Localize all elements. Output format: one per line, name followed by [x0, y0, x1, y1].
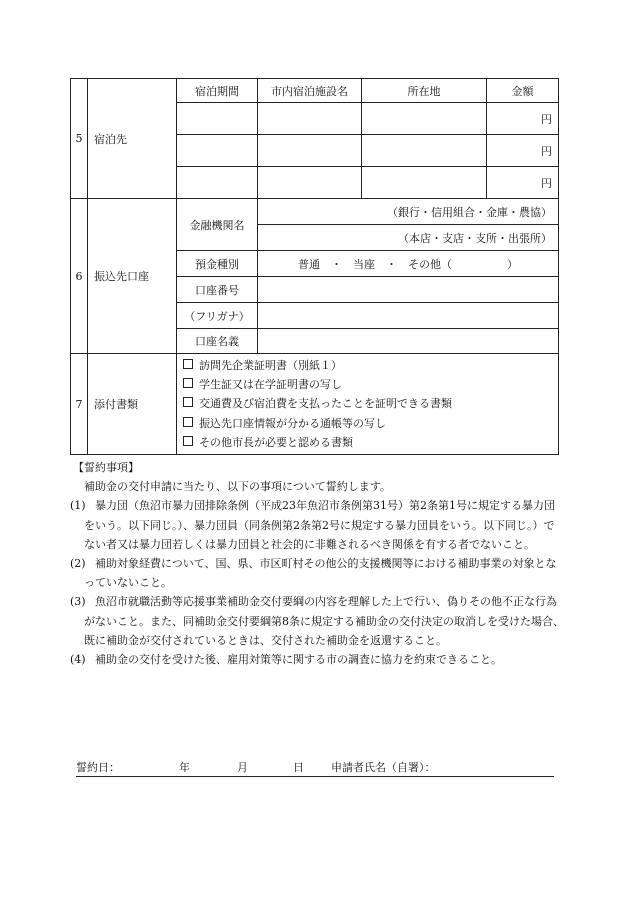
oath-section	[70, 458, 565, 669]
attachment-item: その他市長が必要と認める書類	[183, 433, 552, 452]
lodging-header-amount: 金額	[487, 79, 559, 103]
attachment-item: 交通費及び宿泊費を支払ったことを証明できる書類	[183, 394, 552, 413]
checkbox[interactable]	[183, 436, 193, 446]
lodging-header-address: 所在地	[362, 79, 487, 103]
branch-types-text: （本店・支店・支所・出張所）	[398, 231, 552, 245]
lodging-address-input[interactable]	[362, 167, 487, 199]
oath-item	[70, 592, 565, 650]
bank-branch-input[interactable]	[258, 225, 559, 251]
attachments-label: 添付書類	[88, 354, 177, 455]
lodging-header-period: 宿泊期間	[177, 79, 258, 103]
oath-title: 【誓約事項】	[73, 461, 139, 474]
applicant-name-label: 申請者氏名（自署）：	[331, 761, 436, 774]
account-number-input[interactable]	[258, 277, 559, 303]
bank-institution-row	[71, 199, 559, 225]
oath-item-text: 暴力団（魚沼市暴力団排除条例（平成23年魚沼市条例第31号）第2条第1号に規定する暴力団をいう。以下同じ。）、暴力団員（同条例第2条第2号に規定する暴力団員をいう。以下同じ。）でない者又は暴力団若しくは暴力団員と社会的に非難されるべき関係を有する者でないこと。	[84, 499, 555, 551]
checkbox[interactable]	[183, 359, 193, 369]
yen-unit: 円	[541, 176, 552, 190]
bank-institution-label: 金融機関名	[177, 199, 258, 251]
account-holder-input[interactable]	[258, 329, 559, 354]
lodging-amount-input[interactable]	[487, 167, 559, 199]
yen-unit: 円	[541, 144, 552, 158]
lodging-amount-input[interactable]	[487, 135, 559, 167]
account-holder-label: 口座名義	[177, 329, 258, 354]
application-form-table	[70, 78, 559, 455]
oath-item-number: (1)	[70, 499, 86, 513]
oath-item-number: (4)	[70, 653, 86, 667]
deposit-type-options[interactable]: 普通 ・ 当座 ・ その他（ ）	[258, 251, 559, 277]
attachment-item: 振込先口座情報が分かる通帳等の写し	[183, 414, 552, 433]
lodging-amount-input[interactable]	[487, 103, 559, 135]
checkbox[interactable]	[183, 417, 193, 427]
bank-row-number: 6	[71, 199, 88, 354]
institution-types-text: （銀行・信用組合・金庫・農協）	[387, 205, 552, 219]
lodging-period-input[interactable]	[177, 103, 258, 135]
attachments-row	[71, 354, 559, 455]
attachments-checklist	[177, 354, 559, 455]
attachment-item: 訪問先企業証明書（別紙１）	[183, 356, 552, 375]
lodging-address-input[interactable]	[362, 103, 487, 135]
furigana-input[interactable]	[258, 303, 559, 329]
lodging-header-facility: 市内宿泊施設名	[258, 79, 362, 103]
lodging-row-number: 5	[71, 79, 88, 199]
bank-label: 振込先口座	[88, 199, 177, 354]
oath-item	[70, 650, 565, 669]
yen-unit: 円	[541, 112, 552, 126]
lodging-facility-input[interactable]	[258, 135, 362, 167]
oath-item	[70, 554, 565, 592]
oath-item-number: (2)	[70, 557, 86, 571]
checkbox[interactable]	[183, 397, 193, 407]
date-year-label: 年	[179, 761, 190, 774]
lodging-period-input[interactable]	[177, 135, 258, 167]
oath-item-text: 補助金の交付を受けた後、雇用対策等に関する市の調査に協力を約束できること。	[84, 653, 502, 667]
date-month-label: 月	[237, 761, 248, 774]
lodging-label: 宿泊先	[88, 79, 177, 199]
oath-intro: 補助金の交付申請に当たり、以下の事項について誓約します。	[84, 480, 391, 494]
signature-line[interactable]	[76, 760, 554, 777]
lodging-period-input[interactable]	[177, 167, 258, 199]
attachment-item: 学生証又は在学証明書の写し	[183, 375, 552, 394]
lodging-address-input[interactable]	[362, 135, 487, 167]
attachments-row-number: 7	[71, 354, 88, 455]
lodging-facility-input[interactable]	[258, 103, 362, 135]
oath-item-number: (3)	[70, 595, 86, 609]
lodging-header-row	[71, 79, 559, 103]
furigana-label: （フリガナ）	[177, 303, 258, 329]
oath-item-text: 魚沼市就職活動等応援事業補助金交付要綱の内容を理解した上で行い、偽りその他不正な行為がないこと。また、同補助金交付要綱第8条に規定する補助金の交付決定の取消しを受けた場合、既に補助金が交付されているときは、交付された補助金を返還すること。	[84, 595, 564, 647]
oath-item	[70, 496, 565, 554]
checkbox[interactable]	[183, 378, 193, 388]
deposit-type-label: 預金種別	[177, 251, 258, 277]
account-number-label: 口座番号	[177, 277, 258, 303]
oath-date-label: 誓約日：	[76, 761, 120, 774]
date-day-label: 日	[293, 761, 304, 774]
oath-item-text: 補助対象経費について、国、県、市区町村その他公的支援機関等における補助事業の対象となっていないこと。	[84, 557, 557, 590]
bank-institution-input[interactable]	[258, 199, 559, 225]
lodging-facility-input[interactable]	[258, 167, 362, 199]
